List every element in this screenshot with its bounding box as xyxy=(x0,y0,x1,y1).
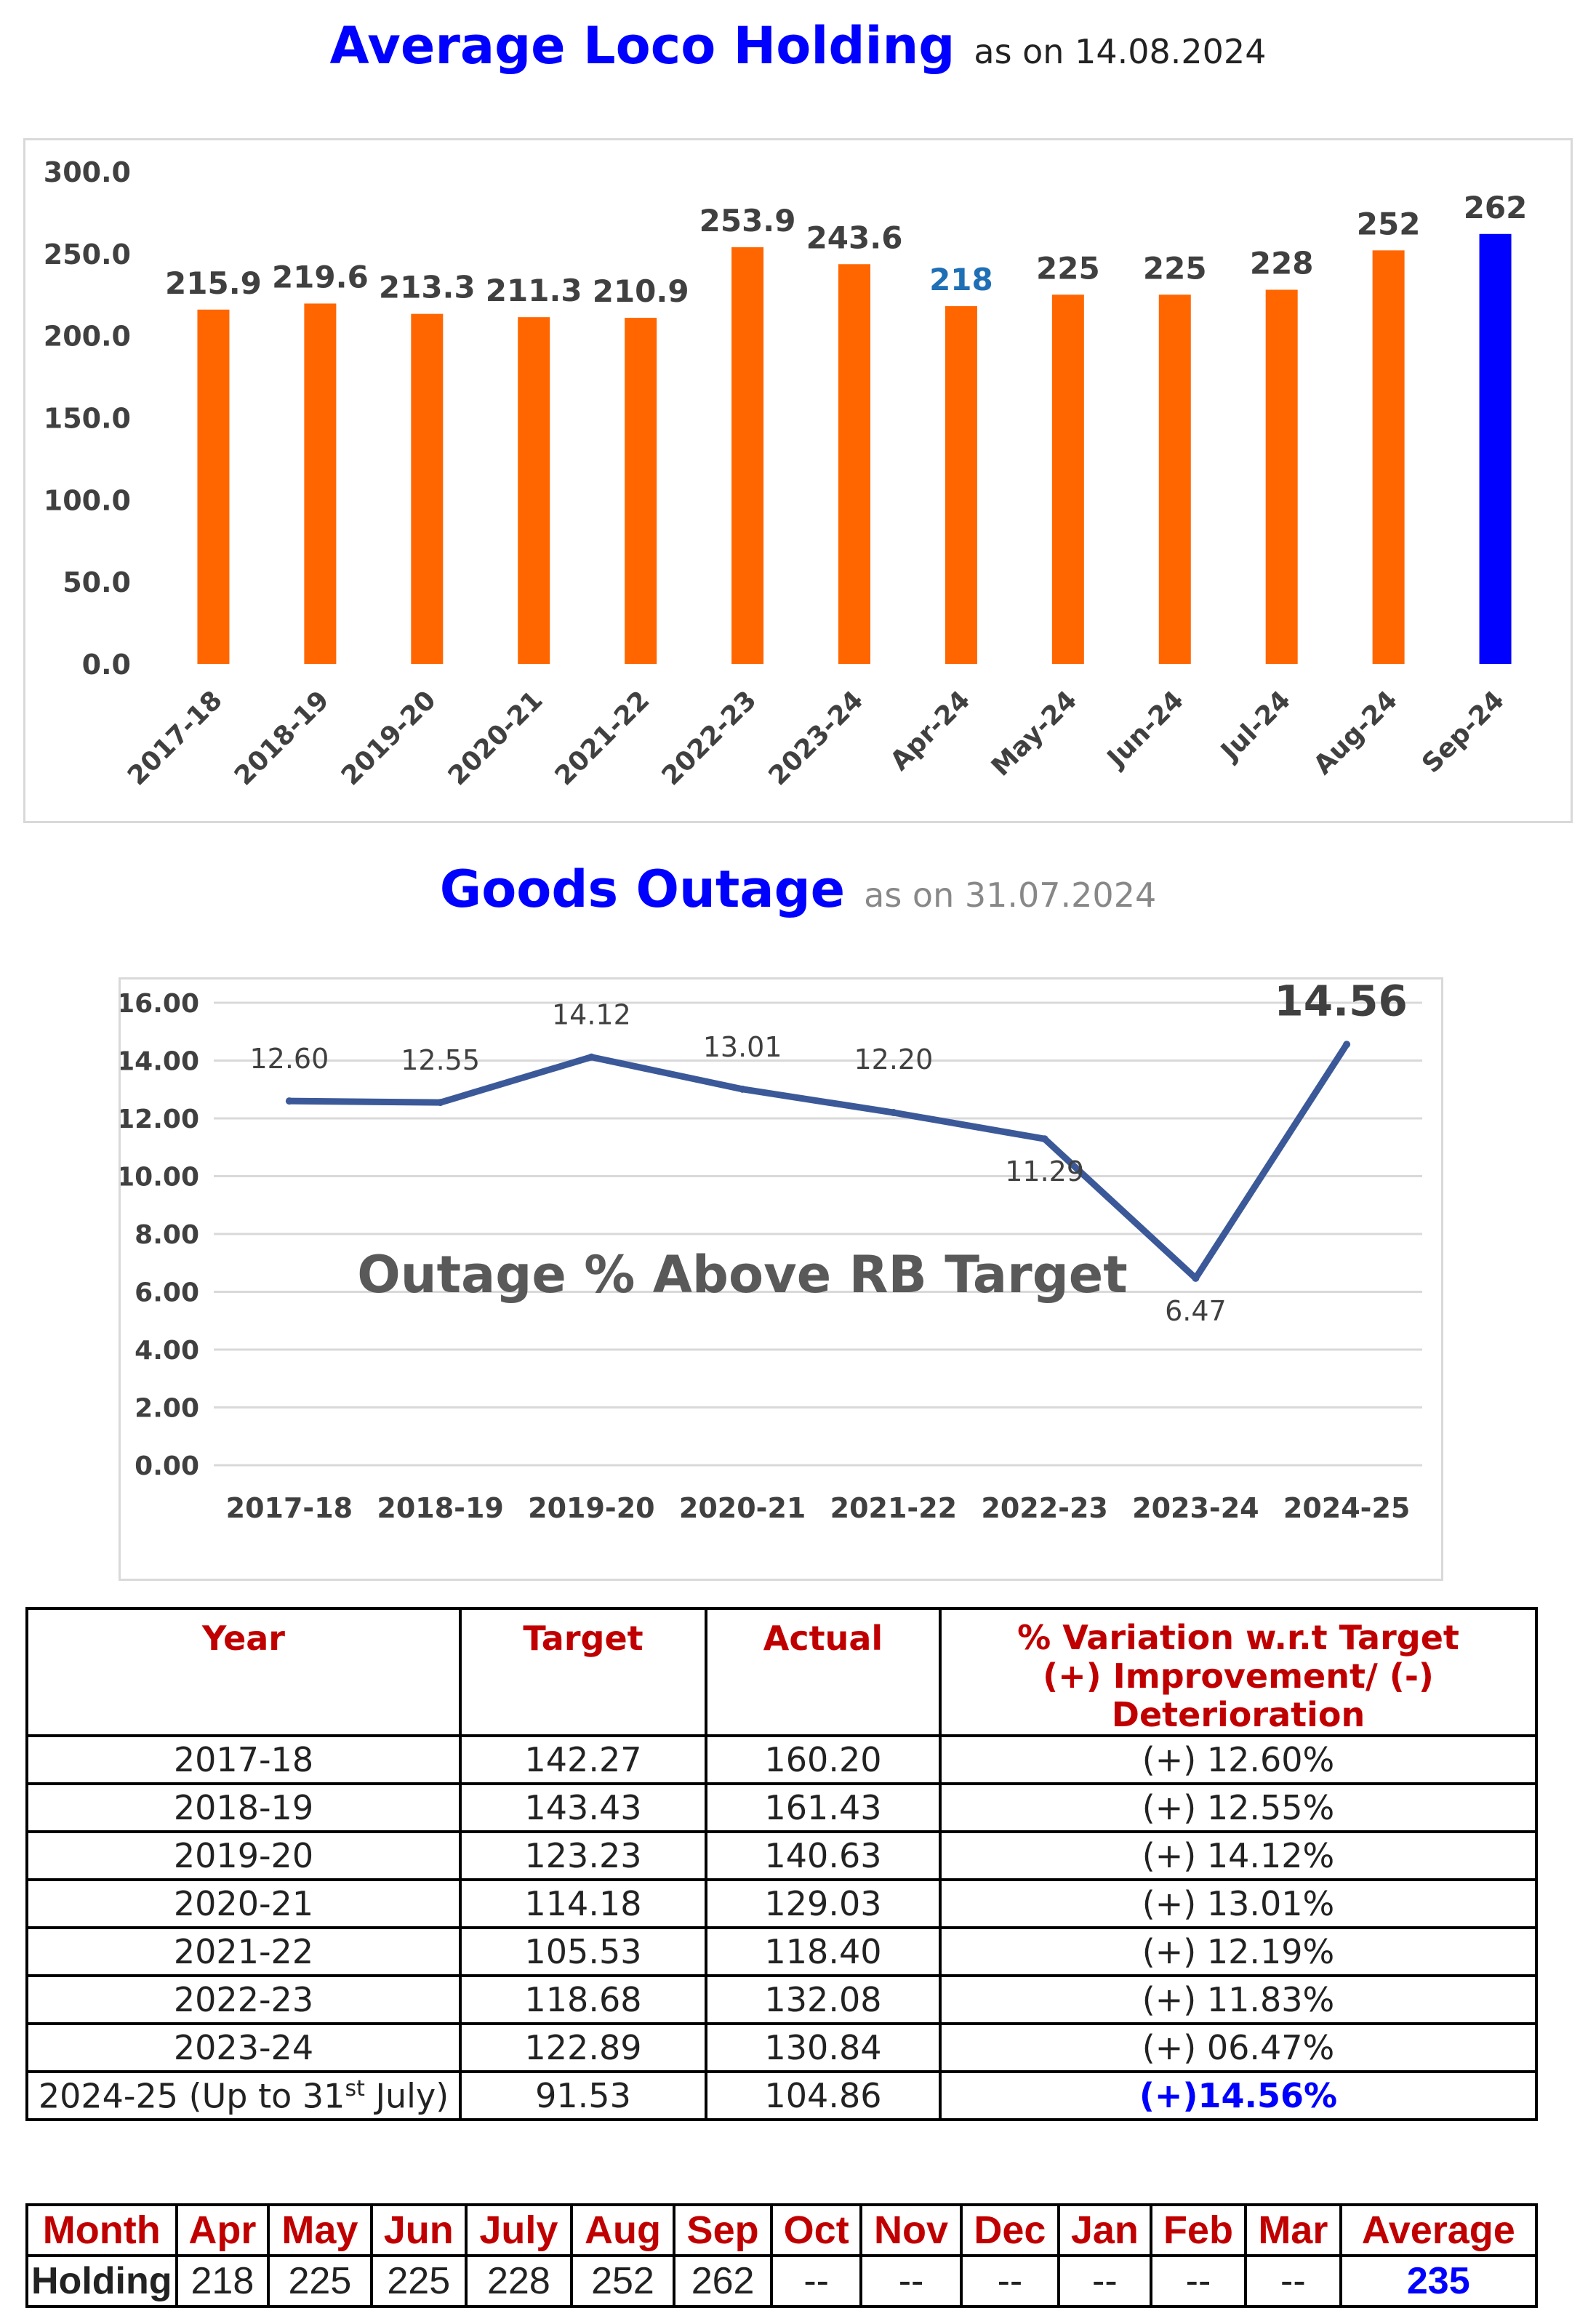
series-line xyxy=(289,1044,1347,1278)
cell-variation: (+) 13.01% xyxy=(940,1880,1536,1928)
table-row xyxy=(27,1976,1536,2024)
holding-label: Holding xyxy=(27,2256,177,2307)
bar xyxy=(1052,294,1084,664)
x-tick-label: 2020-21 xyxy=(678,1492,806,1524)
data-point xyxy=(890,1109,897,1116)
x-tick-label: 2017-18 xyxy=(225,1492,353,1524)
bar-value-label: 215.9 xyxy=(165,265,262,301)
x-tick-label: 2023-24 xyxy=(763,685,870,792)
cell-actual: 140.63 xyxy=(706,1832,940,1880)
y-tick-label: 16.00 xyxy=(121,989,199,1019)
y-tick-label: 0.00 xyxy=(135,1451,199,1481)
data-point xyxy=(286,1097,293,1105)
bar-value-label: 225 xyxy=(1142,250,1207,287)
holding-cell: -- xyxy=(1059,2256,1151,2307)
monthly-holding-table xyxy=(25,2203,1538,2308)
bar xyxy=(304,303,336,664)
bar xyxy=(625,318,657,664)
month-label: Month xyxy=(27,2205,177,2256)
table-row-current-year xyxy=(27,2072,1536,2120)
data-point xyxy=(588,1054,595,1061)
header-actual: Actual xyxy=(706,1608,940,1736)
bar-value-label: 218 xyxy=(929,262,993,298)
x-tick-label: 2018-19 xyxy=(377,1492,504,1524)
y-tick-label: 2.00 xyxy=(135,1393,199,1424)
cell-actual: 129.03 xyxy=(706,1880,940,1928)
outage-table-body xyxy=(27,1736,1536,2120)
holding-cell: 218 xyxy=(177,2256,269,2307)
month-cell: Feb xyxy=(1151,2205,1246,2256)
header-variation: % Variation w.r.t Target (+) Improvement/ (-) Deterioration xyxy=(940,1608,1536,1736)
month-row xyxy=(27,2205,1536,2256)
cell-target: 122.89 xyxy=(460,2024,706,2072)
y-tick-label: 8.00 xyxy=(135,1220,199,1250)
cell-variation: (+)14.56% xyxy=(940,2072,1536,2120)
loco-holding-chart-panel xyxy=(23,138,1573,823)
bar xyxy=(1373,250,1405,664)
month-cell: May xyxy=(268,2205,371,2256)
holding-cell: -- xyxy=(961,2256,1059,2307)
bar xyxy=(731,247,763,664)
holding-cell: 262 xyxy=(674,2256,771,2307)
bar-value-label: 228 xyxy=(1249,245,1314,281)
x-tick-label: 2019-20 xyxy=(335,685,442,792)
cell-variation: (+) 12.60% xyxy=(940,1736,1536,1784)
bar-value-label: 253.9 xyxy=(699,203,796,239)
table-row xyxy=(27,1880,1536,1928)
year-text-end: July) xyxy=(364,2075,449,2115)
x-tick-label: 2021-22 xyxy=(830,1492,958,1524)
y-tick-label: 12.00 xyxy=(121,1105,199,1134)
goods-outage-line-chart xyxy=(121,979,1441,1579)
cell-target: 118.68 xyxy=(460,1976,706,2024)
point-value-label: 14.56 xyxy=(1274,979,1408,1026)
bar xyxy=(197,310,229,664)
year-text-start: 2024-25 (Up to 31 xyxy=(38,2075,345,2115)
x-tick-label: 2018-19 xyxy=(228,685,335,792)
cell-year xyxy=(27,2072,460,2120)
bar xyxy=(518,317,550,664)
cell-variation: (+) 12.55% xyxy=(940,1784,1536,1832)
cell-year: 2019-20 xyxy=(27,1832,460,1880)
y-tick-label: 150.0 xyxy=(43,402,131,435)
y-tick-label: 6.00 xyxy=(135,1278,199,1308)
cell-variation: (+) 11.83% xyxy=(940,1976,1536,2024)
point-value-label: 12.20 xyxy=(854,1043,934,1076)
data-point xyxy=(1041,1135,1048,1142)
y-tick-label: 0.0 xyxy=(81,649,131,681)
cell-actual: 161.43 xyxy=(706,1784,940,1832)
bar xyxy=(838,264,870,664)
x-tick-label: Sep-24 xyxy=(1416,685,1510,780)
loco-holding-heading xyxy=(0,16,1596,76)
holding-cell: -- xyxy=(1246,2256,1340,2307)
x-tick-label: 2019-20 xyxy=(528,1492,655,1524)
x-tick-label: 2022-23 xyxy=(656,685,763,792)
y-tick-label: 14.00 xyxy=(121,1046,199,1077)
holding-cell: -- xyxy=(1151,2256,1246,2307)
bar xyxy=(1266,289,1298,664)
y-tick-label: 300.0 xyxy=(43,156,131,188)
x-tick-label: 2022-23 xyxy=(981,1492,1108,1524)
x-tick-label: 2023-24 xyxy=(1132,1492,1259,1524)
cell-target: 142.27 xyxy=(460,1736,706,1784)
bar xyxy=(1480,234,1512,664)
cell-actual: 132.08 xyxy=(706,1976,940,2024)
cell-actual: 118.40 xyxy=(706,1928,940,1976)
bar xyxy=(411,314,443,664)
bar xyxy=(945,306,977,664)
point-value-label: 12.60 xyxy=(249,1043,329,1075)
x-tick-label: Jun-24 xyxy=(1102,685,1190,774)
cell-variation: (+) 14.12% xyxy=(940,1832,1536,1880)
month-cell: Sep xyxy=(674,2205,771,2256)
y-tick-label: 200.0 xyxy=(43,320,131,353)
outage-table-header-row xyxy=(27,1608,1536,1736)
holding-cell: 252 xyxy=(572,2256,674,2307)
bar-value-label: 210.9 xyxy=(592,273,689,310)
cell-actual: 130.84 xyxy=(706,2024,940,2072)
point-value-label: 14.12 xyxy=(551,998,631,1031)
data-point xyxy=(1343,1041,1350,1048)
month-cell: July xyxy=(466,2205,572,2256)
y-tick-label: 10.00 xyxy=(121,1162,199,1193)
cell-year: 2022-23 xyxy=(27,1976,460,2024)
month-cell: Nov xyxy=(861,2205,961,2256)
cell-variation: (+) 06.47% xyxy=(940,2024,1536,2072)
cell-target: 123.23 xyxy=(460,1832,706,1880)
holding-cell: -- xyxy=(861,2256,961,2307)
cell-year: 2017-18 xyxy=(27,1736,460,1784)
holding-cell: 225 xyxy=(268,2256,371,2307)
x-tick-label: 2024-25 xyxy=(1283,1492,1411,1524)
header-target: Target xyxy=(460,1608,706,1736)
holding-average: 235 xyxy=(1341,2256,1536,2307)
bar xyxy=(1159,294,1191,664)
x-tick-label: Apr-24 xyxy=(884,685,977,777)
bar-value-label: 262 xyxy=(1463,189,1528,225)
cell-actual: 160.20 xyxy=(706,1736,940,1784)
year-text-sup: st xyxy=(345,2075,365,2101)
header-year: Year xyxy=(27,1608,460,1736)
month-cell: Apr xyxy=(177,2205,269,2256)
goods-outage-heading xyxy=(0,860,1596,919)
bar-value-label: 219.6 xyxy=(271,259,369,295)
point-value-label: 6.47 xyxy=(1165,1294,1227,1327)
month-cell-average: Average xyxy=(1341,2205,1536,2256)
x-tick-label: Aug-24 xyxy=(1307,685,1403,781)
holding-cell: 225 xyxy=(372,2256,466,2307)
month-cell: Mar xyxy=(1246,2205,1340,2256)
x-tick-label: May-24 xyxy=(985,685,1083,782)
cell-year: 2023-24 xyxy=(27,2024,460,2072)
holding-cell: -- xyxy=(771,2256,861,2307)
table-row xyxy=(27,2024,1536,2072)
loco-holding-date: as on 14.08.2024 xyxy=(974,32,1267,71)
point-value-label: 11.29 xyxy=(1005,1155,1085,1188)
data-point xyxy=(1192,1275,1199,1282)
cell-target: 91.53 xyxy=(460,2072,706,2120)
data-point xyxy=(739,1086,746,1093)
y-tick-label: 4.00 xyxy=(135,1336,199,1366)
x-tick-label: 2020-21 xyxy=(442,685,549,792)
cell-year: 2021-22 xyxy=(27,1928,460,1976)
y-tick-label: 50.0 xyxy=(63,566,131,599)
loco-holding-title: Average Loco Holding xyxy=(329,16,955,76)
cell-target: 114.18 xyxy=(460,1880,706,1928)
point-value-label: 13.01 xyxy=(702,1030,782,1063)
cell-year: 2018-19 xyxy=(27,1784,460,1832)
y-tick-label: 250.0 xyxy=(43,238,131,271)
table-row xyxy=(27,1928,1536,1976)
y-tick-label: 100.0 xyxy=(43,484,131,517)
cell-year: 2020-21 xyxy=(27,1880,460,1928)
cell-target: 105.53 xyxy=(460,1928,706,1976)
bar-value-label: 252 xyxy=(1356,206,1421,242)
month-cell: Dec xyxy=(961,2205,1059,2256)
goods-outage-title: Goods Outage xyxy=(439,860,846,919)
data-point xyxy=(437,1099,444,1106)
month-cell: Aug xyxy=(572,2205,674,2256)
goods-outage-chart-panel xyxy=(119,977,1443,1581)
table-row xyxy=(27,1784,1536,1832)
outage-table xyxy=(25,1607,1538,2121)
bar-value-label: 211.3 xyxy=(485,273,582,309)
cell-target: 143.43 xyxy=(460,1784,706,1832)
month-cell: Jan xyxy=(1059,2205,1151,2256)
point-value-label: 12.55 xyxy=(401,1044,481,1077)
chart-annotation: Outage % Above RB Target xyxy=(357,1245,1128,1305)
cell-actual: 104.86 xyxy=(706,2072,940,2120)
table-row xyxy=(27,1736,1536,1784)
month-cell: Jun xyxy=(372,2205,466,2256)
cell-variation: (+) 12.19% xyxy=(940,1928,1536,1976)
goods-outage-date: as on 31.07.2024 xyxy=(864,875,1157,915)
bar-value-label: 225 xyxy=(1036,250,1100,287)
holding-cell: 228 xyxy=(466,2256,572,2307)
bar-value-label: 243.6 xyxy=(806,220,903,256)
loco-holding-bar-chart xyxy=(25,140,1571,821)
bar-value-label: 213.3 xyxy=(378,269,476,305)
x-tick-label: 2017-18 xyxy=(121,685,228,792)
x-tick-label: Jul-24 xyxy=(1215,685,1297,766)
month-cell: Oct xyxy=(771,2205,861,2256)
table-row xyxy=(27,1832,1536,1880)
x-tick-label: 2021-22 xyxy=(549,685,656,792)
